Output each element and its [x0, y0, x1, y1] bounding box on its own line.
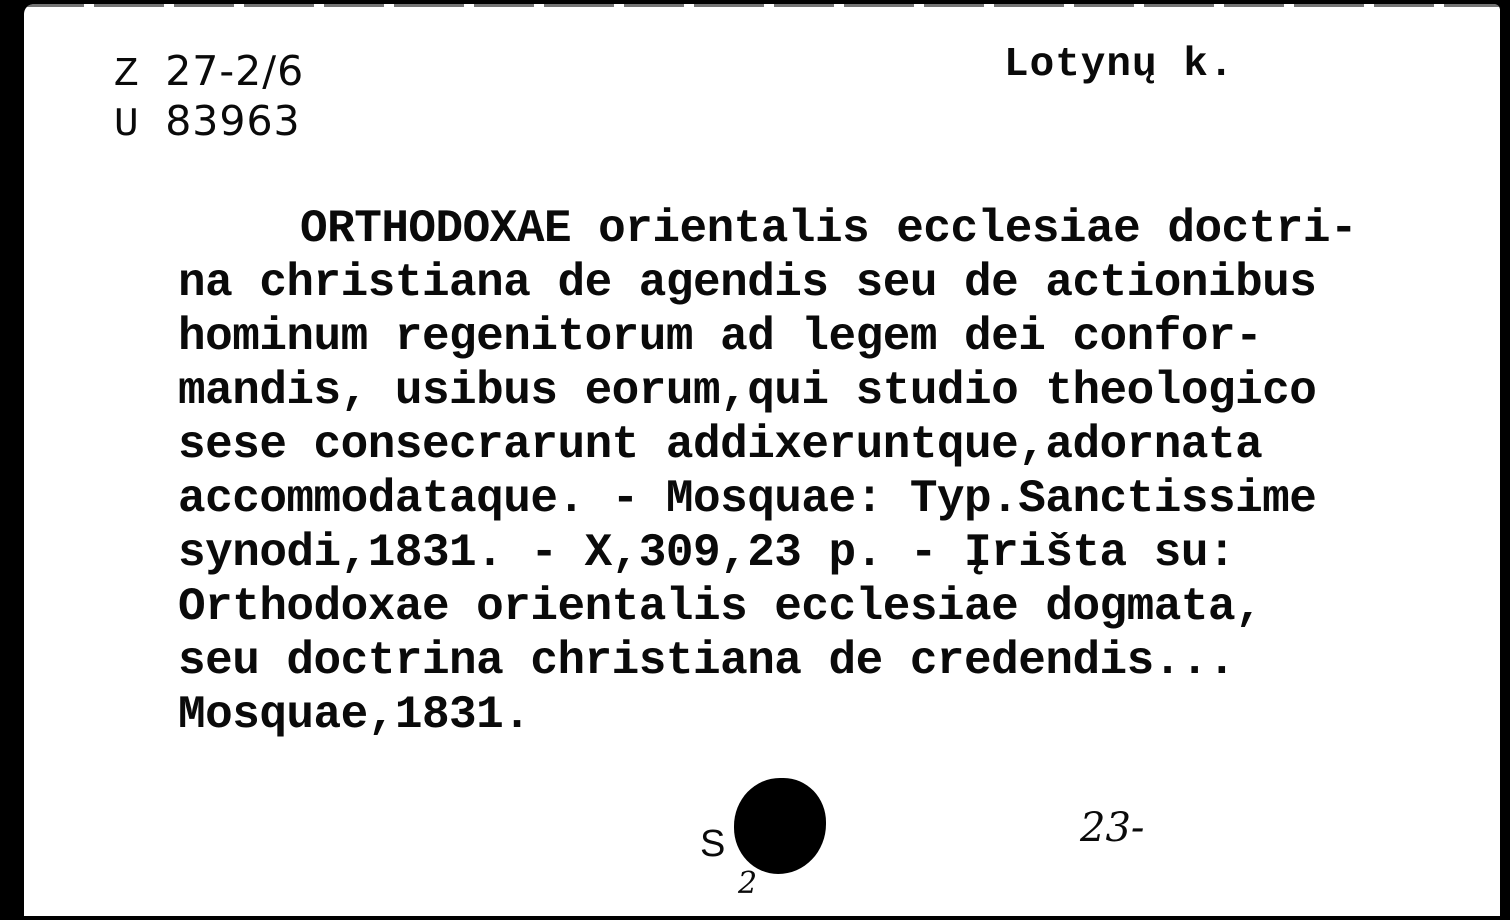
description-line: mandis, usibus eorum,qui studio theologico	[178, 365, 1317, 417]
call-number-letter-1: Z	[114, 52, 140, 98]
call-number-line-1	[114, 46, 304, 100]
call-number-letter-2: U	[114, 102, 140, 148]
description-line: Mosquae,1831.	[178, 689, 531, 741]
stamp-dot-icon	[734, 778, 826, 874]
call-number-code-1: 27-2/6	[165, 47, 305, 95]
description-line: ORTHODOXAE orientalis ecclesiae doctri-	[300, 203, 1358, 255]
description-line: accommodataque. - Mosquae: Typ.Sanctissime	[178, 473, 1317, 525]
stamp-number: 2	[738, 866, 758, 901]
call-number-code-2: 83963	[165, 97, 301, 145]
description-line: seu doctrina christiana de credendis...	[178, 635, 1236, 687]
description-line: sese consecrarunt addixeruntque,adornata	[178, 419, 1263, 471]
description-line: na christiana de agendis seu de actionibus	[178, 257, 1317, 309]
language-label: Lotynų k.	[1004, 42, 1235, 88]
stamp-letter: S	[700, 823, 726, 865]
description-line: synodi,1831. - X,309,23 p. - Įrišta su:	[178, 527, 1236, 579]
catalog-card	[24, 4, 1500, 916]
description-line: hominum regenitorum ad legem dei confor-	[178, 311, 1263, 363]
call-number-line-2	[114, 96, 301, 150]
description-line: Orthodoxae orientalis ecclesiae dogmata,	[178, 581, 1263, 633]
handwritten-copy-count: 23-	[1080, 805, 1145, 851]
card-top-edge	[24, 4, 1500, 7]
